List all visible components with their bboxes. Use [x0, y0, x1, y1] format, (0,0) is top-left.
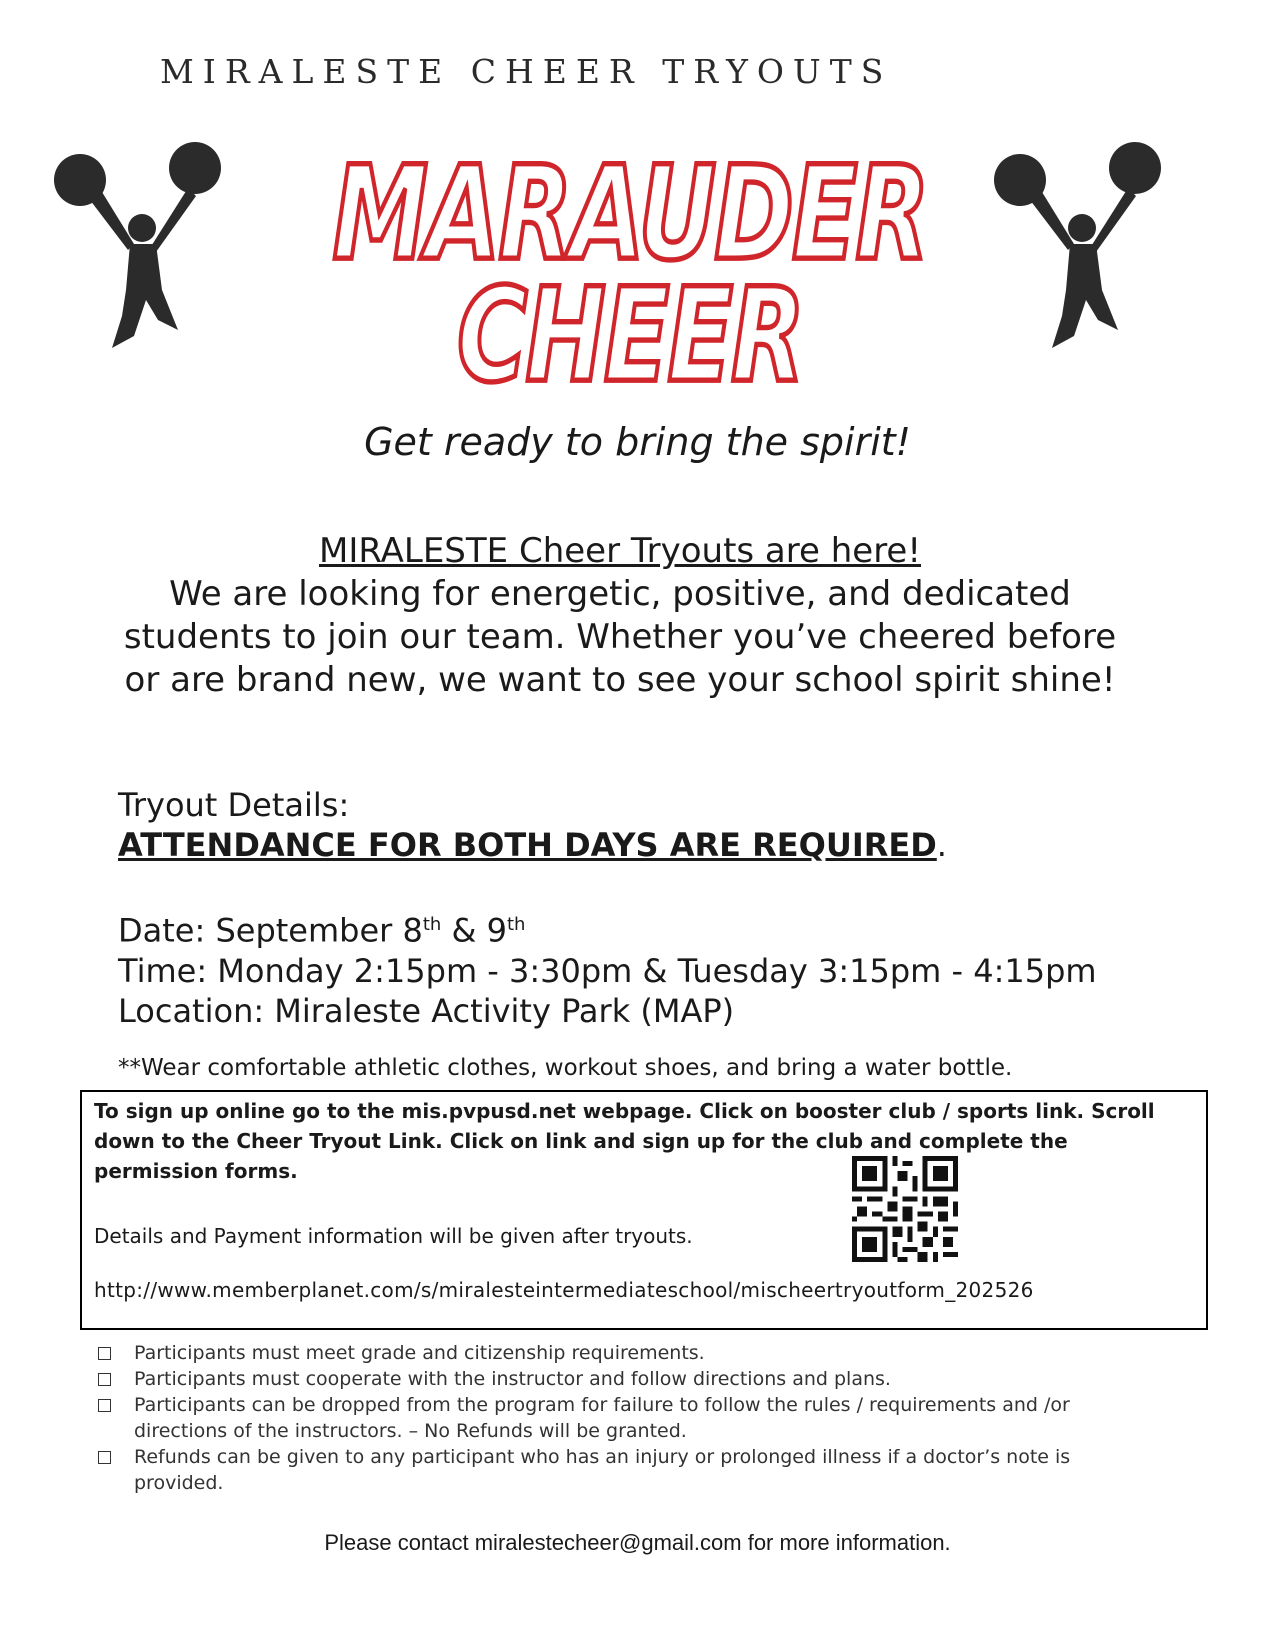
cheerleader-silhouette-right	[990, 140, 1165, 370]
logo-line-cheer: CHEER	[457, 260, 803, 412]
flyer-title: MIRALESTE CHEER TRYOUTS	[160, 52, 893, 91]
tryout-date	[118, 905, 1258, 951]
details-label: Tryout Details:	[118, 786, 350, 824]
checkbox-icon	[98, 1451, 111, 1464]
attendance-period: .	[936, 826, 947, 864]
attendance-notice: ATTENDANCE FOR BOTH DAYS ARE REQUIRED	[118, 826, 937, 864]
marauder-cheer-logo	[330, 130, 930, 412]
checkbox-icon	[98, 1373, 111, 1386]
rule-item	[98, 1392, 1158, 1444]
rules-list	[98, 1340, 1158, 1496]
date-text: Date: September 8	[118, 911, 423, 950]
intro-section	[120, 530, 1120, 702]
signup-instructions: To sign up online go to the mis.pvpusd.net webpage. Click on booster club / sports link. Scroll down to the Cheer Tryout Link. Click on link and sign up for the club and complete the permission forms.	[94, 1099, 1155, 1183]
tagline: Get ready to bring the spirit!	[364, 420, 911, 464]
rule-item	[98, 1366, 1158, 1392]
logo-line-marauder: MARAUDER	[332, 138, 928, 290]
qr-code-icon[interactable]	[852, 1156, 958, 1262]
checkbox-icon	[98, 1347, 111, 1360]
rule-item	[98, 1444, 1158, 1496]
rule-text: Participants can be dropped from the program for failure to follow the rules / requirements and /or directions of the instructors. – No Refunds will be granted.	[134, 1394, 1070, 1442]
rule-item	[98, 1340, 1158, 1366]
tryout-schedule	[118, 905, 1258, 1031]
checkbox-icon	[98, 1399, 111, 1412]
intro-heading: MIRALESTE Cheer Tryouts are here!	[319, 531, 921, 571]
rule-text: Refunds can be given to any participant who has an injury or prolonged illness if a doctor’s note is provided.	[134, 1446, 1071, 1494]
intro-body: We are looking for energetic, positive, and dedicated students to join our team. Whether you’ve cheered before or are brand new, we want to see your school spirit shine!	[123, 574, 1117, 700]
date-text-2: & 9	[441, 911, 507, 950]
tryout-time: Time: Monday 2:15pm - 3:30pm & Tuesday 3:15pm - 4:15pm	[118, 951, 1097, 990]
date-suffix-2: th	[506, 914, 526, 935]
wear-note: **Wear comfortable athletic clothes, workout shoes, and bring a water bottle.	[118, 1055, 1013, 1081]
rule-text: Participants must meet grade and citizenship requirements.	[134, 1342, 705, 1364]
payment-info: Details and Payment information will be given after tryouts.	[94, 1224, 693, 1248]
date-suffix-1: th	[422, 914, 442, 935]
tryout-location: Location: Miraleste Activity Park (MAP)	[118, 991, 735, 1030]
signup-link[interactable]: http://www.memberplanet.com/s/miralesteintermediateschool/mischeertryoutform_202526	[94, 1278, 1034, 1302]
contact-info: Please contact miralestecheer@gmail.com for more information.	[324, 1530, 951, 1555]
rule-text: Participants must cooperate with the instructor and follow directions and plans.	[134, 1368, 891, 1390]
tryout-details	[118, 785, 1218, 865]
signup-box	[80, 1090, 1208, 1330]
cheerleader-silhouette-left	[50, 140, 225, 370]
